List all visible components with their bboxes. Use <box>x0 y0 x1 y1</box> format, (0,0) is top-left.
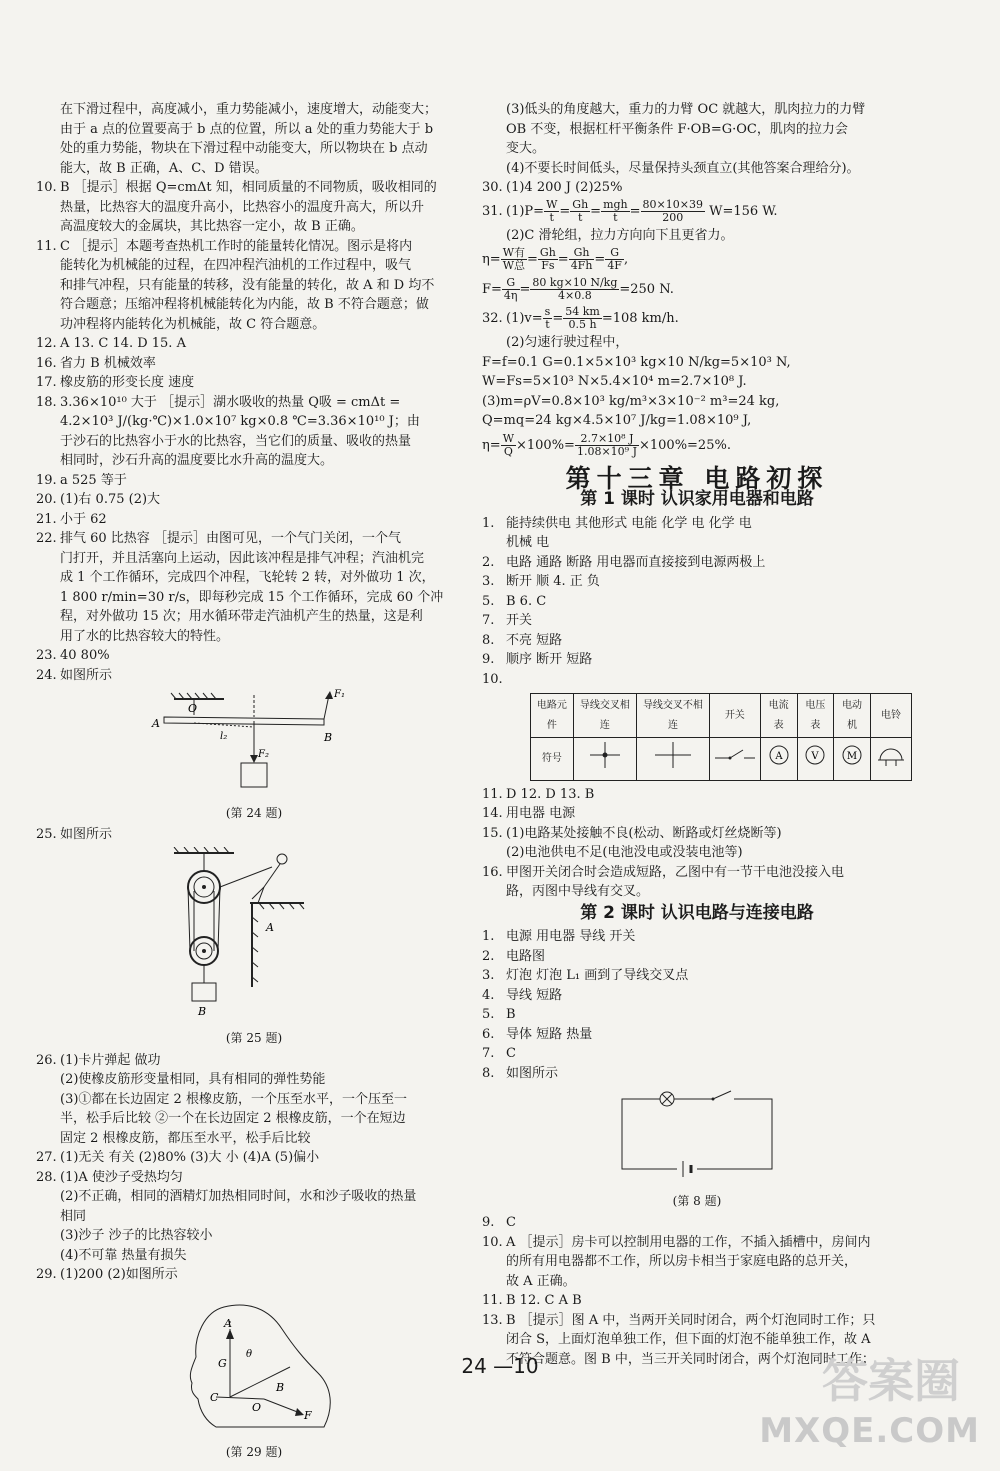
text-line: 在下滑过程中，高度减小，重力势能减小，速度增大，动能变大； <box>60 102 438 117</box>
item-number: 15. <box>482 825 503 841</box>
item-text <box>60 1051 472 1071</box>
item-number: 11. <box>482 786 503 802</box>
text-line: 电路 通路 断路 用电器而直接接到电源两极上 <box>506 554 766 570</box>
item-text <box>506 650 912 670</box>
figure-caption: (第 24 题) <box>225 805 283 820</box>
text-line: 相同时，沙石升高的温度要比水升高的温度大。 <box>60 453 334 468</box>
text-line: C ［提示］本题考查热机工作时的能量转化情况。图示是将内 <box>60 238 413 254</box>
text-line: 用电器 电源 <box>506 806 576 821</box>
answer-item <box>482 178 912 198</box>
label-A: A <box>152 717 160 730</box>
answer-item <box>36 666 472 686</box>
fraction: $\frac{G}{4\eta}$ <box>503 276 518 302</box>
answer-item <box>36 510 472 530</box>
formula-line: F= $\frac{G}{4\eta}$ = $\frac{80 kg\times 10 N/kg}{4\times 0.8}$ =250 N. <box>482 276 674 302</box>
item-text <box>506 1044 912 1064</box>
text-line: D 12. D 13. B <box>506 786 595 802</box>
item-text: (1)v= $\frac{s}{t}$ = $\frac{54 km}{0.5 h}$ =108 km/h. <box>506 305 679 331</box>
answer-item <box>482 631 912 651</box>
text-line: 和排气冲程，只有能量的转移，没有能量的转化，故 A 和 D 均不 <box>60 277 435 293</box>
text-line: 门打开，并且活塞向上运动，因此该冲程是排气冲程；汽油机完 <box>60 550 425 566</box>
text-line: (3)m=ρV=0.8×10³ kg/m³×3×10⁻² m³=24 kg, <box>482 393 780 409</box>
text-line: B 6. C <box>506 593 547 609</box>
table-cell: 导线交叉相连 <box>573 694 636 738</box>
label-O: O <box>252 1400 262 1414</box>
item-number: 19. <box>36 472 57 488</box>
answer-item <box>482 611 912 631</box>
text-line: 能转化为机械能的过程，在四冲程汽油机的工作过程中，吸气 <box>60 258 412 273</box>
item-text <box>60 373 472 393</box>
item-text <box>60 490 472 510</box>
answer-item <box>482 966 912 986</box>
circuit-diagram <box>607 1085 787 1185</box>
item-text <box>506 863 912 902</box>
formula-line: η= $\frac{\text{W有}}{\text{W总}}$ = $\frac{Gh}{Fs}$ = $\frac{Gh}{4Fh}$ = $\frac{G}{4F}$ , <box>482 246 629 272</box>
symbol-crossing <box>637 738 710 781</box>
text-line: (3)沙子 沙子的比热容较小 <box>60 1228 213 1243</box>
label-G: G <box>218 1356 227 1370</box>
lever-diagram <box>144 687 364 797</box>
answer-item <box>482 514 912 553</box>
text-line: 于沙石的比热容小于水的比热容，当它们的质量、吸收的热量 <box>60 433 412 449</box>
text-line: 电路图 <box>506 948 546 964</box>
answer-item <box>482 553 912 573</box>
ammeter-symbol <box>760 738 797 781</box>
item-number: 1. <box>482 929 495 944</box>
answer-item <box>36 471 472 491</box>
text-line: 如图所示 <box>60 667 113 683</box>
figure-caption: (第 29 题) <box>225 1445 283 1459</box>
text-line: 功冲程将内能转化为机械能，故 C 符合题意。 <box>60 316 326 332</box>
text-line: 开关 <box>506 613 533 628</box>
left-column <box>36 100 472 1465</box>
item-text <box>60 237 472 335</box>
item-text <box>506 785 912 805</box>
formula-text: W=156 W. <box>704 203 778 219</box>
svg-text:M: M <box>846 751 858 762</box>
item-number: 12. <box>36 336 57 351</box>
text-line: 变大。 <box>506 141 546 156</box>
fraction: $\frac{Gh}{t}$ <box>572 197 589 224</box>
text-line: (1)右 0.75 (2)大 <box>60 492 161 507</box>
answer-item <box>482 1291 912 1311</box>
text-line: B <box>506 1007 516 1022</box>
label-F: F <box>304 1408 312 1422</box>
label-B: B <box>276 1380 285 1394</box>
answer-item <box>36 1265 472 1285</box>
text-line: 不符合题意。图 B 中，当三开关同时闭合，两个灯泡同时工作； <box>506 1351 875 1367</box>
item-text <box>506 1025 912 1045</box>
label-A: A <box>266 920 274 934</box>
label-F1: F₁ <box>334 689 345 700</box>
text-line: 1 800 r/min=30 r/s，即每秒完成 15 个工作循环，完成 60 个冲 <box>60 589 444 605</box>
text-line: B ［提示］图 A 中，当两开关同时闭合，两个灯泡同时工作；只 <box>506 1312 876 1328</box>
fraction: $\frac{W}{Q}$ <box>502 431 514 458</box>
answer-item-31 <box>482 198 912 226</box>
item-number: 23. <box>36 648 57 663</box>
item-text <box>506 592 912 612</box>
answer-list <box>482 785 912 902</box>
table-cell: 电动机 <box>834 694 871 738</box>
text-line: 不亮 短路 <box>506 632 563 648</box>
text-line: (1)200 (2)如图所示 <box>60 1267 178 1282</box>
item-text <box>506 611 912 631</box>
fraction: $\frac{Gh}{4Fh}$ <box>570 246 593 272</box>
answer-item <box>482 1025 912 1045</box>
item-number: 3. <box>482 574 495 589</box>
item-number: 5. <box>482 593 495 609</box>
item-number: 31. <box>482 203 503 219</box>
text-line: OB 不变，根据杠杆平衡条件 F·OB=G·OC，肌肉的拉力会 <box>506 121 848 137</box>
answer-item <box>36 1051 472 1149</box>
right-column <box>482 100 912 1369</box>
voltmeter-symbol <box>797 738 834 781</box>
item-number: 32. <box>482 311 503 326</box>
text-line: 顺序 断开 短路 <box>506 652 593 667</box>
item-number: 8. <box>482 632 495 648</box>
text-line: (4)不可靠 热量有损失 <box>60 1247 187 1263</box>
answer-item <box>36 178 472 237</box>
text-line: 导线 短路 <box>506 987 563 1003</box>
fraction: $\frac{\text{W有}}{\text{W总}}$ <box>502 246 525 272</box>
text-line: 橡皮筋的形变长度 速度 <box>60 375 195 390</box>
text-line: 处的重力势能，物块在下滑过程中动能变大，所以物块在 b 点动 <box>60 141 428 156</box>
fraction: $\frac{80\times 10\times 39}{200}$ <box>642 197 703 224</box>
item-text: (1)P= $\frac{W}{t}$ = $\frac{Gh}{t}$ = $\frac{\text{mgh}}{t}$ = $\frac{80\times 10\times 39}{200}$ W=156 W. <box>506 197 778 224</box>
fraction: $\frac{s}{t}$ <box>544 305 551 331</box>
table-cell: 导线交叉不相连 <box>637 694 710 738</box>
label-F2: F₂ <box>258 749 269 760</box>
answer-item <box>36 1168 472 1266</box>
table-cell: 符号 <box>531 738 574 781</box>
item-number: 16. <box>36 355 57 371</box>
text-line: 高温度较大的金属块，其比热容一定小，故 B 正确。 <box>60 219 364 234</box>
text-line: 小于 62 <box>60 511 107 527</box>
text-line: (2)电池供电不足(电池没电或没装电池等) <box>506 845 743 860</box>
figure-25 <box>36 847 472 1049</box>
answer-item <box>36 393 472 471</box>
text-line: (3)①都在长边固定 2 根橡皮筋，一个压至水平，一个压至一 <box>60 1091 407 1107</box>
text-line: Q=mq=24 kg×4.5×10⁷ J/kg=1.08×10⁹ J, <box>482 413 752 428</box>
text-line: 如图所示 <box>506 1065 559 1081</box>
text-line: a 525 等于 <box>60 472 127 488</box>
answer-item <box>482 1044 912 1064</box>
svg-text:V: V <box>811 751 819 762</box>
item-text <box>60 666 472 686</box>
bell-symbol <box>870 738 911 781</box>
fraction: $\frac{W}{t}$ <box>546 197 558 224</box>
fraction: $\frac{54 km}{0.5 h}$ <box>565 305 600 331</box>
item-text <box>60 354 472 374</box>
text-line: (2)不正确，相同的酒精灯加热相同时间，水和沙子吸收的热量 <box>60 1189 417 1204</box>
item-number: 30. <box>482 180 503 195</box>
symbol-junction <box>573 738 636 781</box>
motor-symbol <box>834 738 871 781</box>
answer-item <box>482 592 912 612</box>
text-line: (1)电路某处接触不良(松动、断路或灯丝烧断等) <box>506 825 782 841</box>
symbol-table <box>530 693 912 781</box>
answer-item <box>36 354 472 374</box>
text-line: (2)匀速行驶过程中， <box>506 335 629 350</box>
item-number: 16. <box>482 864 503 880</box>
text-line: (4)不要长时间低头，尽量保持头颈直立(其他答案合理给分)。 <box>506 160 860 176</box>
text-line: 闭合 S，上面灯泡单独工作，但下面的灯泡不能单独工作，故 A <box>506 1332 871 1347</box>
item-text <box>60 334 472 354</box>
switch-symbol <box>709 738 760 781</box>
answer-item <box>482 824 912 863</box>
text-line: 半，松手后比较 ②一个在长边固定 2 根橡皮筋，一个在短边 <box>60 1111 406 1126</box>
chapter-title: 第十三章 电路初探 <box>565 463 829 493</box>
figure-caption: (第 8 题) <box>672 1193 722 1208</box>
text-line: 排气 60 比热容 ［提示］由图可见，一个气门关闭，一个气 <box>60 531 401 546</box>
answer-item <box>482 1233 912 1292</box>
item-number: 28. <box>36 1169 57 1185</box>
item-number: 22. <box>36 531 57 546</box>
text-line: F=f=0.1 G=0.1×5×10³ kg×10 N/kg=5×10³ N, <box>482 354 791 370</box>
item-number: 5. <box>482 1007 495 1022</box>
text-line: (2)C 滑轮组，拉力方向向下且更省力。 <box>506 227 734 243</box>
fraction: $\frac{Gh}{Fs}$ <box>539 246 556 272</box>
figure-8 <box>482 1085 912 1211</box>
item-number: 25. <box>36 827 57 842</box>
text-line: 省力 B 机械效率 <box>60 355 156 371</box>
formula-text: (1)P= <box>506 203 545 219</box>
item-text <box>60 178 472 237</box>
text-line: 电源 用电器 导线 开关 <box>506 929 636 944</box>
item-number: 11. <box>36 238 57 254</box>
page-number: 24 —10 <box>461 1354 539 1378</box>
text-line: 成 1 个工作循环，完成四个冲程，飞轮转 2 转，对外做功 1 次， <box>60 570 435 585</box>
item-text <box>60 393 472 471</box>
answer-item-32 <box>482 305 912 333</box>
answer-item <box>36 646 472 666</box>
text-line: 由于 a 点的位置要高于 b 点的位置，所以 a 处的重力势能大于 b <box>60 121 434 137</box>
figure-24 <box>36 687 472 823</box>
answer-item <box>36 825 472 845</box>
answer-item <box>482 670 912 690</box>
text-line: 灯泡 灯泡 L₁ 画到了导线交叉点 <box>506 968 689 983</box>
text-line: 用了水的比热容较大的特性。 <box>60 628 230 644</box>
item-number: 3. <box>482 968 495 983</box>
fraction: $\frac{80 kg\times 10 N/kg}{4\times 0.8}$ <box>532 276 618 302</box>
table-cell: 电压表 <box>797 694 834 738</box>
text-line: 程，对外做功 15 次；用水循环带走汽油机产生的热量，这是利 <box>60 609 423 624</box>
text-line: 能持续供电 其他形式 电能 化学 电 化学 电 <box>506 515 752 531</box>
text-line: 相同 <box>60 1208 87 1224</box>
pulley-diagram <box>154 847 354 1023</box>
item-number: 26. <box>36 1052 57 1068</box>
item-text <box>506 804 912 824</box>
text-line: 导体 短路 热量 <box>506 1026 593 1042</box>
item-number: 7. <box>482 613 495 628</box>
item-text: 如图所示 <box>60 827 113 842</box>
answer-item <box>482 1213 912 1233</box>
fraction: $\frac{G}{4F}$ <box>607 246 622 272</box>
item-text <box>60 1265 472 1285</box>
item-number: 4. <box>482 987 495 1003</box>
answer-item <box>482 650 912 670</box>
text-line: C <box>506 1046 516 1061</box>
table-cell: 电铃 <box>870 694 911 738</box>
item-text <box>60 510 472 530</box>
item-text <box>506 553 912 573</box>
text-line: 3.36×10¹⁰ 大于 ［提示］湖水吸收的热量 Q吸 = cmΔt = <box>60 394 401 410</box>
svg-text:A: A <box>775 751 783 762</box>
item-number: 8. <box>482 1065 495 1081</box>
answer-item <box>36 334 472 354</box>
item-text <box>506 966 912 986</box>
table-row <box>531 694 912 738</box>
text-line: 40 80% <box>60 648 110 663</box>
text-line: 能大，故 B 正确，A、C、D 错误。 <box>60 160 268 176</box>
item-text <box>506 514 912 553</box>
answer-item <box>482 927 912 947</box>
item-number: 29. <box>36 1267 57 1282</box>
left-intro <box>36 100 472 178</box>
text-line: A 13. C 14. D 15. A <box>60 336 186 351</box>
table-cell: 电路元件 <box>531 694 574 738</box>
answer-item <box>482 986 912 1006</box>
answer-item <box>36 237 472 335</box>
item-number: 27. <box>36 1150 57 1165</box>
table-row <box>531 738 912 781</box>
text-line: 热量，比热容大的温度升高小，比热容小的温度升高大，所以升 <box>60 199 425 215</box>
item-text <box>506 1005 912 1025</box>
text-line: C <box>506 1215 516 1230</box>
item-text <box>506 572 912 592</box>
answer-list <box>36 178 472 685</box>
item-text <box>506 1213 912 1233</box>
text-line: 故 A 正确。 <box>506 1273 576 1289</box>
answer-item <box>482 804 912 824</box>
item-text <box>60 646 472 666</box>
answer-item <box>482 572 912 592</box>
item-number: 9. <box>482 1215 495 1230</box>
text-line: 4.2×10³ J/(kg·℃)×1.0×10⁷ kg×0.8 ℃=3.36×10¹⁰ J；由 <box>60 414 420 429</box>
answer-item <box>482 947 912 967</box>
text-line: (1)无关 有关 (2)80% (3)大 小 (4)A (5)偏小 <box>60 1150 320 1165</box>
item-number: 7. <box>482 1046 495 1061</box>
label-B: B <box>324 731 333 744</box>
item-number: 2. <box>482 948 495 964</box>
item-text <box>60 1168 472 1188</box>
fraction: $\frac{\text{mgh}}{t}$ <box>603 197 628 224</box>
label-l2: l₂ <box>220 731 228 742</box>
item-text <box>60 1148 472 1168</box>
item-number: 11. <box>482 1293 503 1308</box>
text-line: 机械 电 <box>506 535 550 550</box>
item-text <box>506 824 912 863</box>
item-number: 10. <box>482 1234 503 1250</box>
text-line: B 12. C A B <box>506 1293 582 1308</box>
label-A: A <box>224 1316 232 1330</box>
item-number: 18. <box>36 394 57 410</box>
answer-item <box>36 1148 472 1168</box>
item-text <box>506 927 912 947</box>
text-line: (2)使橡皮筋形变量相同，具有相同的弹性势能 <box>60 1072 326 1087</box>
label-C: C <box>210 1390 219 1404</box>
text-line: B ［提示］根据 Q=cmΔt 知，相同质量的不同物质，吸收相同的 <box>60 180 437 195</box>
answer-list <box>36 1051 472 1285</box>
formula-line: η= $\frac{W}{Q}$ ×100%= $\frac{\text{2.7×10⁸ J}}{\text{1.08×10⁹ J}}$ ×100%=25%. <box>482 431 731 458</box>
item-text <box>506 670 912 690</box>
item-number: 10. <box>36 180 57 195</box>
answer-item <box>482 863 912 902</box>
text-line: 符合题意；压缩冲程将机械能转化为内能，故 B 不符合题意；做 <box>60 297 429 312</box>
section-title: 第 2 课时 认识电路与连接电路 <box>580 902 814 923</box>
text-line: (3)低头的角度越大，重力的力臂 OC 就越大，肌肉拉力的力臂 <box>506 102 866 117</box>
label-theta: θ <box>246 1348 253 1360</box>
text-line: 甲图开关闭合时会造成短路，乙图中有一节干电池没接入电 <box>506 864 845 880</box>
item-text <box>506 986 912 1006</box>
text-line: 路，丙图中导线有交叉。 <box>506 884 650 899</box>
item-number: 24. <box>36 667 57 683</box>
label-B: B <box>198 1004 207 1018</box>
watermark-logo: 答案圈 <box>822 1354 960 1408</box>
text-line: W=Fs=5×10³ N×5.4×10⁴ m=2.7×10⁸ J. <box>482 374 747 389</box>
item-text <box>60 529 472 646</box>
answer-item <box>482 1064 912 1084</box>
answer-item <box>36 490 472 510</box>
text-line: 的所有用电器都不工作，所以房卡相当于家庭电路的总开关， <box>506 1254 858 1269</box>
item-number: 14. <box>482 806 503 821</box>
answer-list <box>482 927 912 1083</box>
text-line: 固定 2 根橡皮筋，都压至水平，松手后比较 <box>60 1130 311 1146</box>
answer-item <box>482 1005 912 1025</box>
item-number: 20. <box>36 492 57 507</box>
item-text: (1)4 200 J (2)25% <box>506 180 623 195</box>
item-number: 1. <box>482 515 495 531</box>
item-number: 21. <box>36 511 57 527</box>
answer-item <box>36 373 472 393</box>
answer-list <box>482 514 912 690</box>
text-line: (1)A 使沙子受热均匀 <box>60 1169 183 1185</box>
item-text <box>506 1064 912 1084</box>
item-number: 13. <box>482 1312 503 1328</box>
answer-item <box>482 785 912 805</box>
item-number: 17. <box>36 375 57 390</box>
item-text <box>60 471 472 491</box>
item-text <box>506 1291 912 1311</box>
text-line: A ［提示］房卡可以控制用电器的工作，不插入插槽中，房间内 <box>506 1234 871 1250</box>
item-text <box>506 947 912 967</box>
table-cell: 电流表 <box>760 694 797 738</box>
figure-caption: (第 25 题) <box>225 1031 283 1045</box>
item-number: 9. <box>482 652 495 667</box>
label-O: O <box>188 702 198 715</box>
watermark: MXQE.COM <box>759 1411 980 1451</box>
item-number: 6. <box>482 1026 495 1042</box>
item-number: 2. <box>482 554 495 570</box>
text-line: 断开 顺 4. 正 负 <box>506 574 600 589</box>
section-title: 第 1 课时 认识家用电器和电路 <box>580 489 814 509</box>
fraction: $\frac{\text{2.7×10⁸ J}}{\text{1.08×10⁹ J}}$ <box>576 431 637 458</box>
text-line: (1)卡片弹起 做功 <box>60 1052 161 1068</box>
table-cell: 开关 <box>709 694 760 738</box>
item-text <box>506 631 912 651</box>
answer-item <box>36 529 472 646</box>
item-text <box>506 1233 912 1292</box>
item-number: 10. <box>482 671 503 687</box>
